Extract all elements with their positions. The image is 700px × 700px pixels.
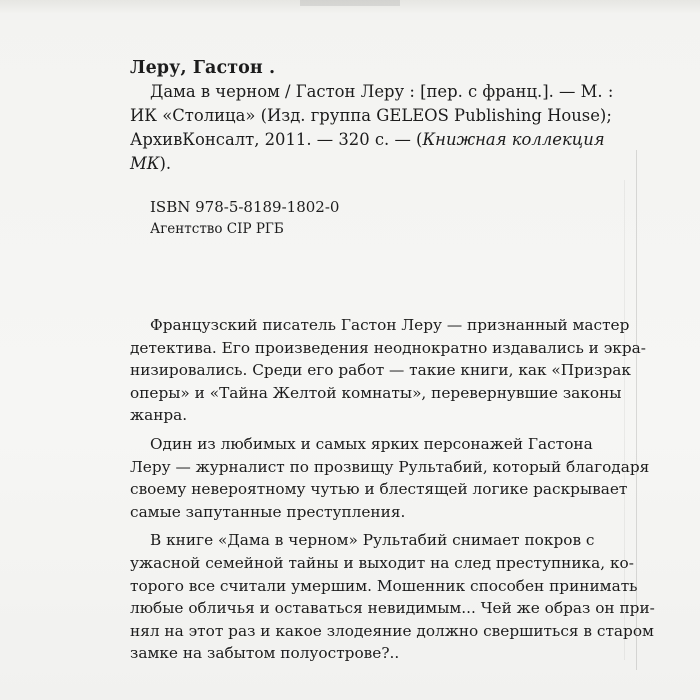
annotation-line: жанра. [130, 406, 188, 425]
annotation-line: Леру — журналист по прозвищу Рультабий, который благодаря [130, 457, 650, 476]
bibliographic-record [130, 56, 640, 240]
record-line-3-text: АрхивКонсалт, 2011. — 320 с. — ( [130, 130, 423, 149]
annotation-line: детектива. Его произведения неоднократно издавались и экра- [130, 338, 646, 357]
annotation-line: самые запутанные преступления. [130, 502, 406, 521]
annotation-line: нял на этот раз и какое злодеяние должно свершиться в старом [130, 621, 654, 640]
annotation-line: оперы» и «Тайна Желтой комнаты», перевернувшие законы [130, 383, 622, 402]
annotation-line: Один из любимых и самых ярких персонажей Гастона [150, 434, 593, 453]
series-title-part-2: МК [130, 154, 160, 173]
isbn-number: ISBN 978-5-8189-1802-0 [150, 198, 340, 216]
record-line-4 [130, 152, 640, 176]
series-title-part-1: Книжная коллекция [422, 130, 605, 149]
scan-top-mark [300, 0, 400, 6]
annotation-line: своему невероятному чутью и блестящей логике раскрывает [130, 480, 628, 499]
annotation-line: В книге «Дама в черном» Рультабий снимает покров с [150, 531, 595, 550]
annotation-line: замке на забытом полуострове?.. [130, 644, 400, 663]
record-line-3 [130, 128, 640, 152]
series-close: ). [159, 154, 172, 173]
annotation-line: торого все считали умершим. Мошенник способен принимать [130, 576, 638, 595]
annotation-line: любые обличья и оставаться невидимым... Чей же образ он при- [130, 599, 655, 618]
annotation-line: низировались. Среди его работ — такие книги, как «Призрак [130, 361, 631, 380]
record-line-2: ИК «Столица» (Изд. группа GELEOS Publishing House); [130, 106, 612, 125]
record-line-1: Дама в черном / Гастон Леру : [пер. с франц.]. — М. : [150, 82, 614, 101]
author-heading: Леру, Гастон . [130, 58, 276, 78]
book-annotation [130, 314, 655, 665]
annotation-line: Французский писатель Гастон Леру — признанный мастер [150, 316, 630, 334]
cip-agency: Агентство CIP РГБ [150, 221, 284, 237]
annotation-line: ужасной семейной тайны и выходит на след преступника, ко- [130, 553, 634, 572]
